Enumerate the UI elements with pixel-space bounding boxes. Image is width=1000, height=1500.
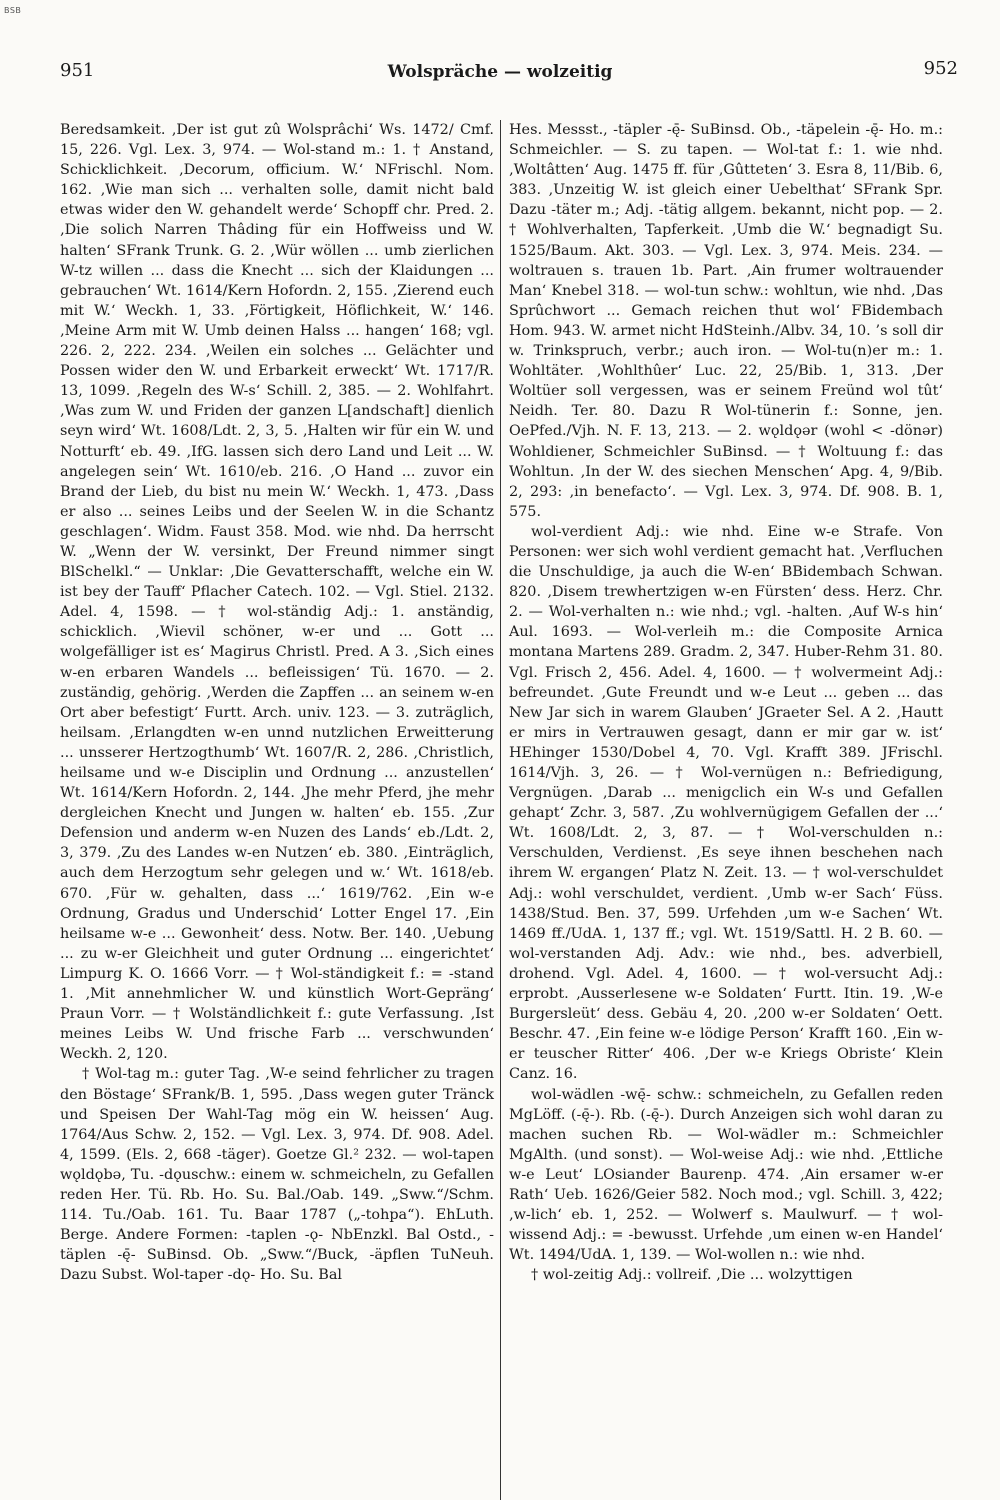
- left-page-number: 951: [60, 60, 95, 81]
- left-entry-wol-tag: † Wol-tag m.: guter Tag. ‚W-e seind fehrlicher zu tragen den Böstage‘ SFrank/B. 1, 595. ‚Dass wegen guter Tränck und Speisen Der Wahl-Tag mög ein W. heissen‘ Aug. 1764/Aus Schw. 2, 152. — Vgl. Lex. 3, 974. Df. 908. Adel. 4, 1599. (Els. 2, 668 -täger). Goetze Gl.² 232. — wol-tapen wǫldǫbə, Tu. -dǫuschw.: einem w. schmeicheln, zu Gefallen reden Her. Tü. Rb. Ho. Su. Bal./Oab. 149. „Sww.“/Schm. 114. Tu./Oab. 161. Tu. Baar 1787 („-tohpa“). EhLuth. Berge. Andere Formen: -taplen -ǫ- NbEnzkl. Bal Ostd., -täplen -ę̄- SuBinsd. Ob. „Sww.“/Buck, -äpflen TuNeuh. Dazu Subst. Wol-taper -dǫ- Ho. Su. Bal: [60, 1066, 494, 1284]
- left-column: [60, 120, 494, 1285]
- column-divider: [500, 120, 501, 1500]
- right-paragraph-continuation: Hes. Messst., -täpler -ę̄- SuBinsd. Ob., -täpelein -ę̄- Ho. m.: Schmeichler. — S. zu tapen. — Wol-tat f.: 1. wie nhd. ‚Woltâtten‘ Aug. 1475 ff. für ‚Gûtteten‘ 3. Esra 8, 11/Bib. 6, 383. ‚Unzeitig W. ist gleich einer Uebelthat‘ SFrank Spr. Dazu -täter m.; Adj. -tätig allgem. bekannt, nicht pop. — 2. † Wohlverhalten, Tapferkeit. ‚Umb die W.‘ begnadigt Su. 1525/Baum. Akt. 303. — Vgl. Lex. 3, 974. Meis. 234. — woltrauen s. trauen 1b. Part. ‚Ain frumer woltrauender Man‘ Knebel 318. — wol-tun schw.: wohltun, wie nhd. ‚Das Sprûchwort ... Gemach reichen thut wol‘ FBidembach Hom. 943. W. armet nicht HdSteinh./Albv. 34, 10. ’s soll dir w. Trinkspruch, verbr.; auch iron. — Wol-tu(n)er m.: 1. Wohltäter. ‚Wohlthûer‘ Luc. 22, 25/Bib. 1, 313. ‚Der Woltüer soll vergessen, was er seinem Freünd wol tût‘ Neidh. Ter. 80. Dazu R Wol-tünerin f.: Sonne, jen. OePfed./Vjh. N. F. 13, 213. — 2. wǫldǫər (wohl < -dönər) Wohldiener, Schmeichler SuBinsd. — † Woltuung f.: das Wohltun. ‚In der W. des siechen Menschen‘ Apg. 4, 9/Bib. 2, 293: ‚in benefacto‘. — Vgl. Lex. 3, 974. Df. 908. B. 1, 575.: [509, 122, 943, 520]
- right-page-number: 952: [923, 58, 958, 79]
- right-entry-wol-verdient: wol-verdient Adj.: wie nhd. Eine w-e Strafe. Von Personen: wer sich wohl verdient gemacht hat. ‚Verfluchen die Unschuldige, ja auch die W-en‘ BBidembach Schwan. 820. ‚Disem trewhertzigen w-en Fürsten‘ dess. Herz. Chr. 2. — Wol-verhalten n.: wie nhd.; vgl. -halten. ‚Auf W-s hin‘ Aul. 1693. — Wol-verleih m.: die Composite Arnica montana Martens 289. Gradm. 2, 347. Huber-Rehm 31. 80. Vgl. Frisch 2, 456. Adel. 4, 1600. — † wolvermeint Adj.: befreundet. ‚Gute Freundt und w-e Leut ... geben ... das New Jar sich in warem Glauben‘ JGraeter Sel. A 2. ‚Hautt er mirs in Vertrauwen gesagt, dann er mir gar w. ist‘ HEhinger 1530/Dobel 4, 70. Vgl. Krafft 389. JFrischl. 1614/Vjh. 3, 26. — † Wol-vernügen n.: Befriedigung, Vergnügen. ‚Darab ... menigclich ein W-s und Gefallen gehapt‘ Zchr. 3, 587. ‚Zu wohlvernügigem Gefallen der ...‘ Wt. 1608/Ldt. 2, 3, 87. — † Wol-verschulden n.: Verschulden, Verdienst. ‚Es seye ihnen beschehen nach ihrem W. ergangen‘ Platz N. Zeit. 13. — † wol-verschuldet Adj.: wohl verschuldet, verdient. ‚Umb w-er Sach‘ Füss. 1438/Stud. Ben. 37, 599. Urfehden ‚um w-e Sachen‘ Wt. 1469 ff./UdA. 1, 137 ff.; vgl. Wt. 1519/Sattl. H. 2 B. 60. — wol-verstanden Adj. Adv.: wie nhd., bes. adverbiell, drohend. Vgl. Adel. 4, 1600. — † wol-versucht Adj.: erprobt. ‚Ausserlesene w-e Soldaten‘ Furtt. Itin. 19. ‚W-e Burgersleüt‘ dess. Gebäu 4, 20. ‚200 w-er Soldaten‘ Oett. Beschr. 47. ‚Ein feine w-e lödige Person‘ Krafft 160. ‚Ein w-er teuscher Ritter‘ 406. ‚Der w-e Kriegs Obriste‘ Klein Canz. 16.: [509, 523, 943, 1083]
- right-entry-wol-zeitig: † wol-zeitig Adj.: vollreif. ‚Die ... wolzyttigen: [531, 1267, 853, 1284]
- running-title: Wolspräche — wolzeitig: [387, 62, 613, 82]
- library-mark: BSB: [4, 6, 22, 15]
- right-entry-wol-waedlen: wol-wädlen -wę̄- schw.: schmeicheln, zu Gefallen reden MgLöff. (-ę̄-). Rb. (-ę̄-). Durch Anzeigen sich wohl daran zu machen suchen Rb. — Wol-wädler m.: Schmeichler MgAlth. (und sonst). — Wol-weise Adj.: wie nhd. ‚Ettliche w-e Leut‘ LOsiander Baurenp. 474. ‚Ain ersamer w-er Rath‘ Ueb. 1626/Geier 582. Noch mod.; vgl. Schill. 3, 422; ‚w-lich‘ eb. 1, 252. — Wolwerf s. Maulwurf. — † wol-wissend Adj.: = -bewusst. Urfehde ‚um einen w-en Handel‘ Wt. 1494/UdA. 1, 139. — Wol-wollen n.: wie nhd.: [509, 1086, 943, 1264]
- left-paragraph-continuation: Beredsamkeit. ‚Der ist gut zû Wolsprâchi‘ Ws. 1472/ Cmf. 15, 226. Vgl. Lex. 3, 974. — Wol-stand m.: 1. † Anstand, Schicklichkeit. ‚Decorum, officium. W.‘ NFrischl. Nom. 162. ‚Wie man sich ... verhalten solle, damit nicht bald etwas wider den W. gehandelt werde‘ Schopff chr. Pred. 2. ‚Die solich Narren Thâding für ein Hoffweiss und W. halten‘ SFrank Trunk. G. 2. ‚Wür wöllen ... umb zierlichen W-tz willen ... dass die Knecht ... sich der Klaidungen ... gebrauchen‘ Wt. 1614/Kern Hofordn. 2, 155. ‚Zierend euch mit W.‘ Weckh. 1, 33. ‚Förtigkeit, Höflichkeit, W.‘ 146. ‚Meine Arm mit W. Umb deinen Halss ... hangen‘ 168; vgl. 226. 2, 222. 234. ‚Weilen ein solches ... Gelächter und Possen wider den W. und Erbarkeit erweckt‘ Wt. 1717/R. 13, 1099. ‚Regeln des W-s‘ Schill. 2, 385. — 2. Wohlfahrt. ‚Was zum W. und Friden der ganzen L[andschaft] dienlich seyn wird‘ Wt. 1608/Ldt. 2, 3, 5. ‚Halten wir für ein W. und Notturft‘ eb. 49. ‚IfG. lassen sich dero Land und Leit ... W. angelegen sein‘ Wt. 1610/eb. 216. ‚O Hand ... zuvor ein Brand der Lieb, du bist nu mein W.‘ Weckh. 1, 473. ‚Dass er also ... seines Leibs und der Seelen W. in die Schantz geschlagen‘. Widm. Faust 358. Mod. wie nhd. Da herrscht W. „Wenn der W. versinkt, Der Freund nimmer singt BlSchelkl.“ — Unklar: ‚Die Gevatterschafft, welche ein W. ist bey der Tauff‘ Pflacher Catech. 102. — Vgl. Stiel. 2132. Adel. 4, 1598. — † wol-ständig Adj.: 1. anständig, schicklich. ‚Wievil schöner, w-er und ... Gott ... wolgefälliger ist es‘ Magirus Christl. Pred. A 3. ‚Sich eines w-en erbaren Wandels ... befleissigen‘ Tü. 1670. — 2. zuständig, gehörig. ‚Werden die Zapffen ... an seinem w-en Ort aber befestigt‘ Furtt. Arch. univ. 123. — 3. zuträglich, heilsam. ‚Erlangdten w-en unnd nutzlichen Erweitterung ... unsserer Hertzogthumb‘ Wt. 1607/R. 2, 286. ‚Christlich, heilsame und w-e Disciplin und Ordnung ... anzustellen‘ Wt. 1614/Kern Hofordn. 2, 144. ‚Jhe mehr Pferd, jhe mehr dergleichen Knecht und Jungen w. halten‘ eb. 155. ‚Zur Defension und anderm w-en Nuzen des Lands‘ eb./Ldt. 2, 3, 379. ‚Zu des Landes w-en Nutzen‘ eb. 380. ‚Einträglich, auch dem Herzogtum sehr gelegen und w.‘ Wt. 1618/eb. 670. ‚Für w. gehalten, dass ...‘ 1619/762. ‚Ein w-e Ordnung, Gradus und Underschid‘ Lotter Engel 17. ‚Ein heilsame w-e ... Gewonheit‘ dess. Notw. Ber. 140. ‚Uebung ... zu w-er Gleichheit und guter Ordnung ... eingerichtet‘ Limpurg K. O. 1666 Vorr. — † Wol-ständigkeit f.: = -stand 1. ‚Mit annehmlicher W. und künstlich Wort-Gepräng‘ Praun Vorr. — † Wolständlichkeit f.: gute Verfassung. ‚Ist meines Leibs W. Und frische Farb ... verschwunden‘ Weckh. 2, 120.: [60, 122, 494, 1063]
- right-column: [509, 120, 943, 1285]
